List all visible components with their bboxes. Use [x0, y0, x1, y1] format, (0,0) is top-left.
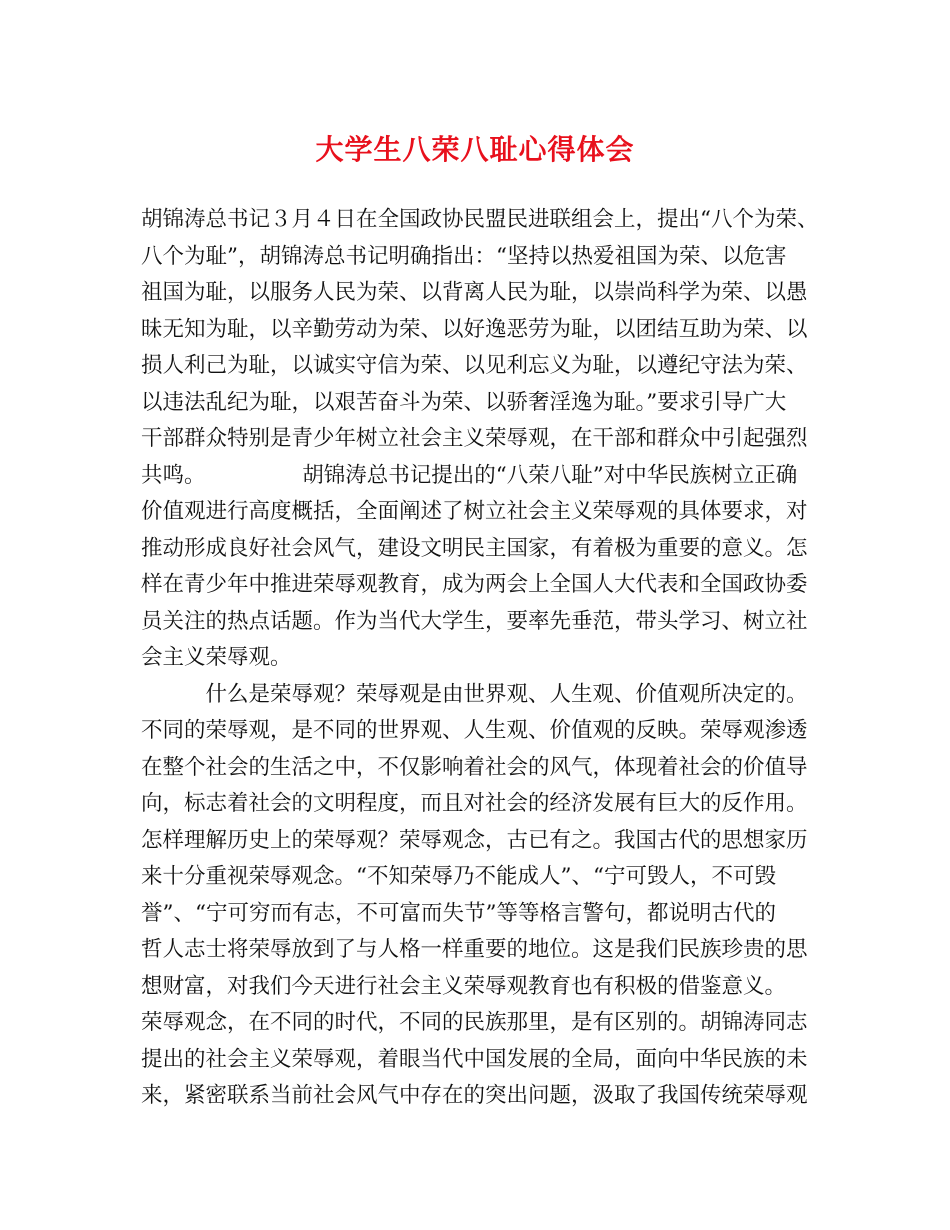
text-line: 哲人志士将荣辱放到了与人格一样重要的地位。这是我们民族珍贵的思	[141, 937, 808, 962]
text-line: 来十分重视荣辱观念。“不知荣辱乃不能成人”、“宁可毁人，不可毁	[141, 864, 776, 889]
text-line: 怎样理解历史上的荣辱观？荣辱观念，古已有之。我国古代的思想家历	[141, 827, 808, 853]
text-line: 来，紧密联系当前社会风气中存在的突出问题，汲取了我国传统荣辱观	[141, 1083, 808, 1108]
text-line: 荣辱观念，在不同的时代，不同的民族那里，是有区别的。胡锦涛同志	[141, 1010, 808, 1035]
text-line: 员关注的热点话题。作为当代大学生，要率先垂范，带头学习、树立社	[141, 608, 808, 634]
text-line: 向，标志着社会的文明程度，而且对社会的经济发展有巨大的反作用。	[141, 791, 808, 816]
text-line: 不同的荣辱观，是不同的世界观、人生观、价值观的反映。荣辱观渗透	[141, 718, 808, 743]
text-line: 共鸣。 胡锦涛总书记提出的“八荣八耻”对中华民族树立正确	[141, 462, 798, 488]
text-line: 以违法乱纪为耻，以艰苦奋斗为荣、以骄奢淫逸为耻。”要求引导广大	[141, 389, 787, 415]
document-body	[141, 202, 831, 1115]
text-line: 想财富，对我们今天进行社会主义荣辱观教育也有积极的借鉴意义。	[141, 973, 787, 999]
text-line: 在整个社会的生活之中，不仅影响着社会的风气，体现着社会的价值导	[141, 754, 808, 780]
text-line: 会主义荣辱观。	[141, 645, 292, 670]
text-line: 价值观进行高度概括，全面阐述了树立社会主义荣辱观的具体要求，对	[141, 499, 808, 524]
text-line: 什么是荣辱观？荣辱观是由世界观、人生观、价值观所决定的。	[141, 681, 808, 707]
text-line: 推动形成良好社会风气，建设文明民主国家，有着极为重要的意义。怎	[141, 535, 808, 561]
text-line: 誉”、“宁可穷而有志，不可富而失节”等等格言警句，都说明古代的	[141, 900, 776, 926]
text-line: 损人利己为耻，以诚实守信为荣、以见利忘义为耻，以遵纪守法为荣、	[141, 353, 808, 378]
text-line: 样在青少年中推进荣辱观教育，成为两会上全国人大代表和全国政协委	[141, 572, 808, 597]
text-line: 提出的社会主义荣辱观，着眼当代中国发展的全局，面向中华民族的未	[141, 1046, 808, 1072]
text-line: 祖国为耻，以服务人民为荣、以背离人民为耻，以崇尚科学为荣、以愚	[141, 280, 808, 305]
text-line: 胡锦涛总书记３月４日在全国政协民盟民进联组会上，提出“八个为荣、	[141, 207, 819, 232]
text-line: 八个为耻”，胡锦涛总书记明确指出：“坚持以热爱祖国为荣、以危害	[141, 243, 787, 269]
text-line: 昧无知为耻，以辛勤劳动为荣、以好逸恶劳为耻，以团结互助为荣、以	[141, 316, 808, 342]
text-line: 干部群众特别是青少年树立社会主义荣辱观，在干部和群众中引起强烈	[141, 426, 808, 451]
document-title: 大学生八荣八耻心得体会	[315, 133, 635, 166]
